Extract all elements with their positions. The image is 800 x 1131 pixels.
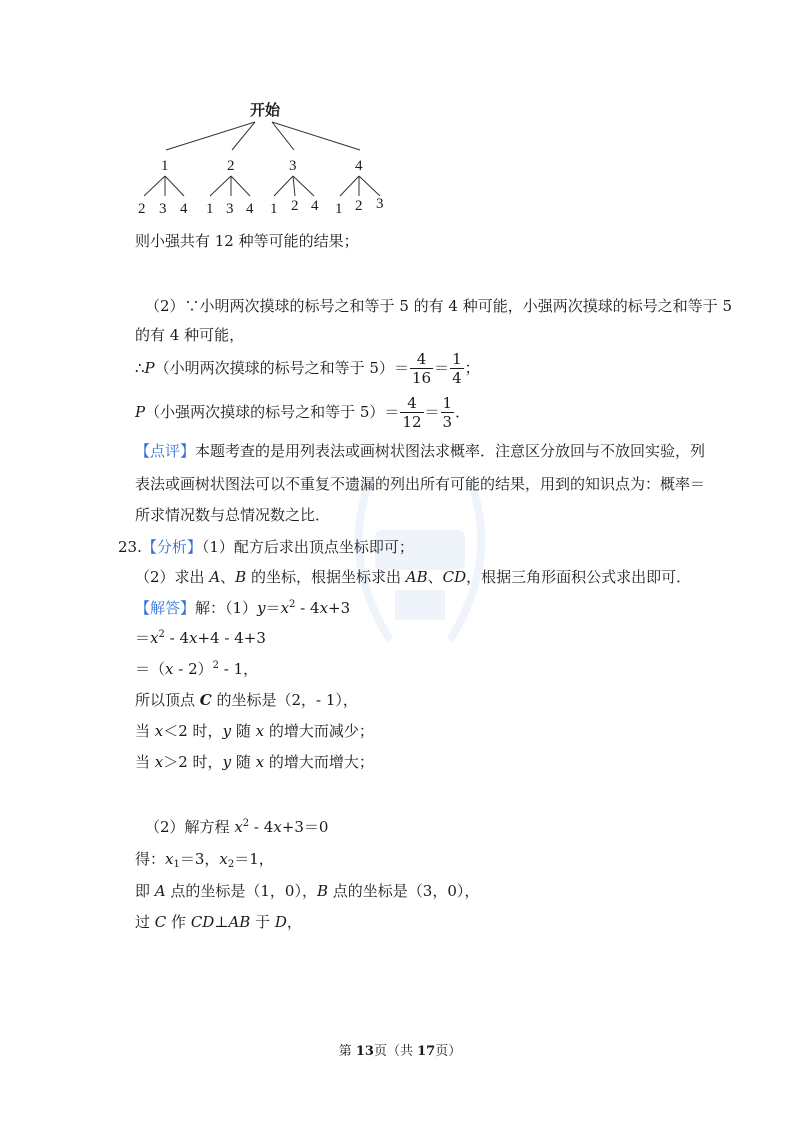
fraction-4-16: $\frac{4}{16}$ <box>411 350 432 387</box>
tree-leaf: 2 <box>138 201 146 217</box>
page-total: 17 <box>417 1044 436 1059</box>
tree-node-3: 3 <box>289 158 297 174</box>
comment-line1: 【点评】本题考查的是用列表法或画树状图法求概率．注意区分放回与不放回实验，列 <box>135 442 706 460</box>
tree-leaf: 2 <box>355 198 363 214</box>
points-line: 即 A 点的坐标是（1，0），B 点的坐标是（3，0）， <box>135 882 480 900</box>
tree-leaf: 2 <box>291 198 299 214</box>
q23-analysis-line1: 23.【分析】（1）配方后求出顶点坐标即可； <box>118 538 414 556</box>
tree-node-2: 2 <box>227 158 235 174</box>
tree-leaf: 1 <box>270 201 278 217</box>
tree-leaf: 4 <box>180 201 188 217</box>
part2-equation-line: （2）解方程 $x^2 - 4x+3=0$ <box>145 818 329 836</box>
fraction-1-3: $\frac{1}{3}$ <box>442 394 453 431</box>
part2-line1: （2）∵小明两次摸球的标号之和等于 5 的有 4 种可能，小强两次摸球的标号之和等于 5 <box>145 297 733 315</box>
answer-line2: $=x^2 - 4x+4 - 4+3$ <box>135 629 266 647</box>
fraction-4-12: $\frac{4}{12}$ <box>402 394 422 431</box>
tree-leaf: 4 <box>246 201 254 217</box>
probability-xiaoqiang: P（小强两次摸球的标号之和等于 5）＝ $\frac{4}{12}$ ＝ $\frac{1}{3}$ ． <box>135 394 471 431</box>
analysis-tag: 【分析】 <box>141 538 202 556</box>
probability-xiaoming: ∴P（小明两次摸球的标号之和等于 5）＝ $\frac{4}{16}$ ＝ $\frac{1}{4}$ ； <box>135 350 480 387</box>
q23-analysis-line2: （2）求出 A、B 的坐标，根据坐标求出 AB、CD，根据三角形面积公式求出即可． <box>135 568 692 586</box>
vertex-line: 所以顶点 C 的坐标是（2，- 1）， <box>135 691 358 709</box>
comment-line2: 表法或画树状图法可以不重复不遗漏的列出所有可能的结果，用到的知识点为：概率＝ <box>135 475 706 493</box>
decreasing-line: 当 x＜2 时，y 随 x 的增大而减少； <box>135 722 374 740</box>
fraction-1-4: $\frac{1}{4}$ <box>452 350 462 387</box>
comment-tag: 【点评】 <box>135 442 196 460</box>
page-number: 13 <box>355 1044 374 1059</box>
page-footer: 第 13页（共 17页） <box>338 1044 462 1059</box>
answer-line1: 【解答】解：$(1)y=x^2 - 4x+3$ <box>135 599 351 617</box>
tree-leaf: 3 <box>376 196 384 212</box>
tree-leaf: 1 <box>335 201 343 217</box>
tree-leaf: 1 <box>206 201 214 217</box>
answer-line3: ＝（x - 2）$^2$ - 1， <box>135 660 259 678</box>
perpendicular-line: 过 C 作 CD⊥AB 于 D， <box>135 913 302 931</box>
tree-leaf: 4 <box>311 198 319 214</box>
tree-node-1: 1 <box>161 158 169 174</box>
tree-node-4: 4 <box>355 158 363 174</box>
comment-line3: 所求情况数与总情况数之比． <box>135 506 331 524</box>
tree-leaf: 3 <box>159 201 167 217</box>
answer-tag: 【解答】 <box>135 599 196 617</box>
tree-root: 开始 <box>250 103 281 119</box>
probability-tree-diagram <box>130 96 390 218</box>
question-number: 23. <box>118 538 142 556</box>
increasing-line: 当 x＞2 时，y 随 x 的增大而增大； <box>135 753 374 771</box>
part2-line2: 的有 4 种可能， <box>135 326 245 344</box>
result-count-line: 则小强共有 12 种等可能的结果； <box>135 232 359 250</box>
solution-line: 得：$x_1=3$，$x_2=1$， <box>135 850 274 870</box>
tree-leaf: 3 <box>226 201 234 217</box>
